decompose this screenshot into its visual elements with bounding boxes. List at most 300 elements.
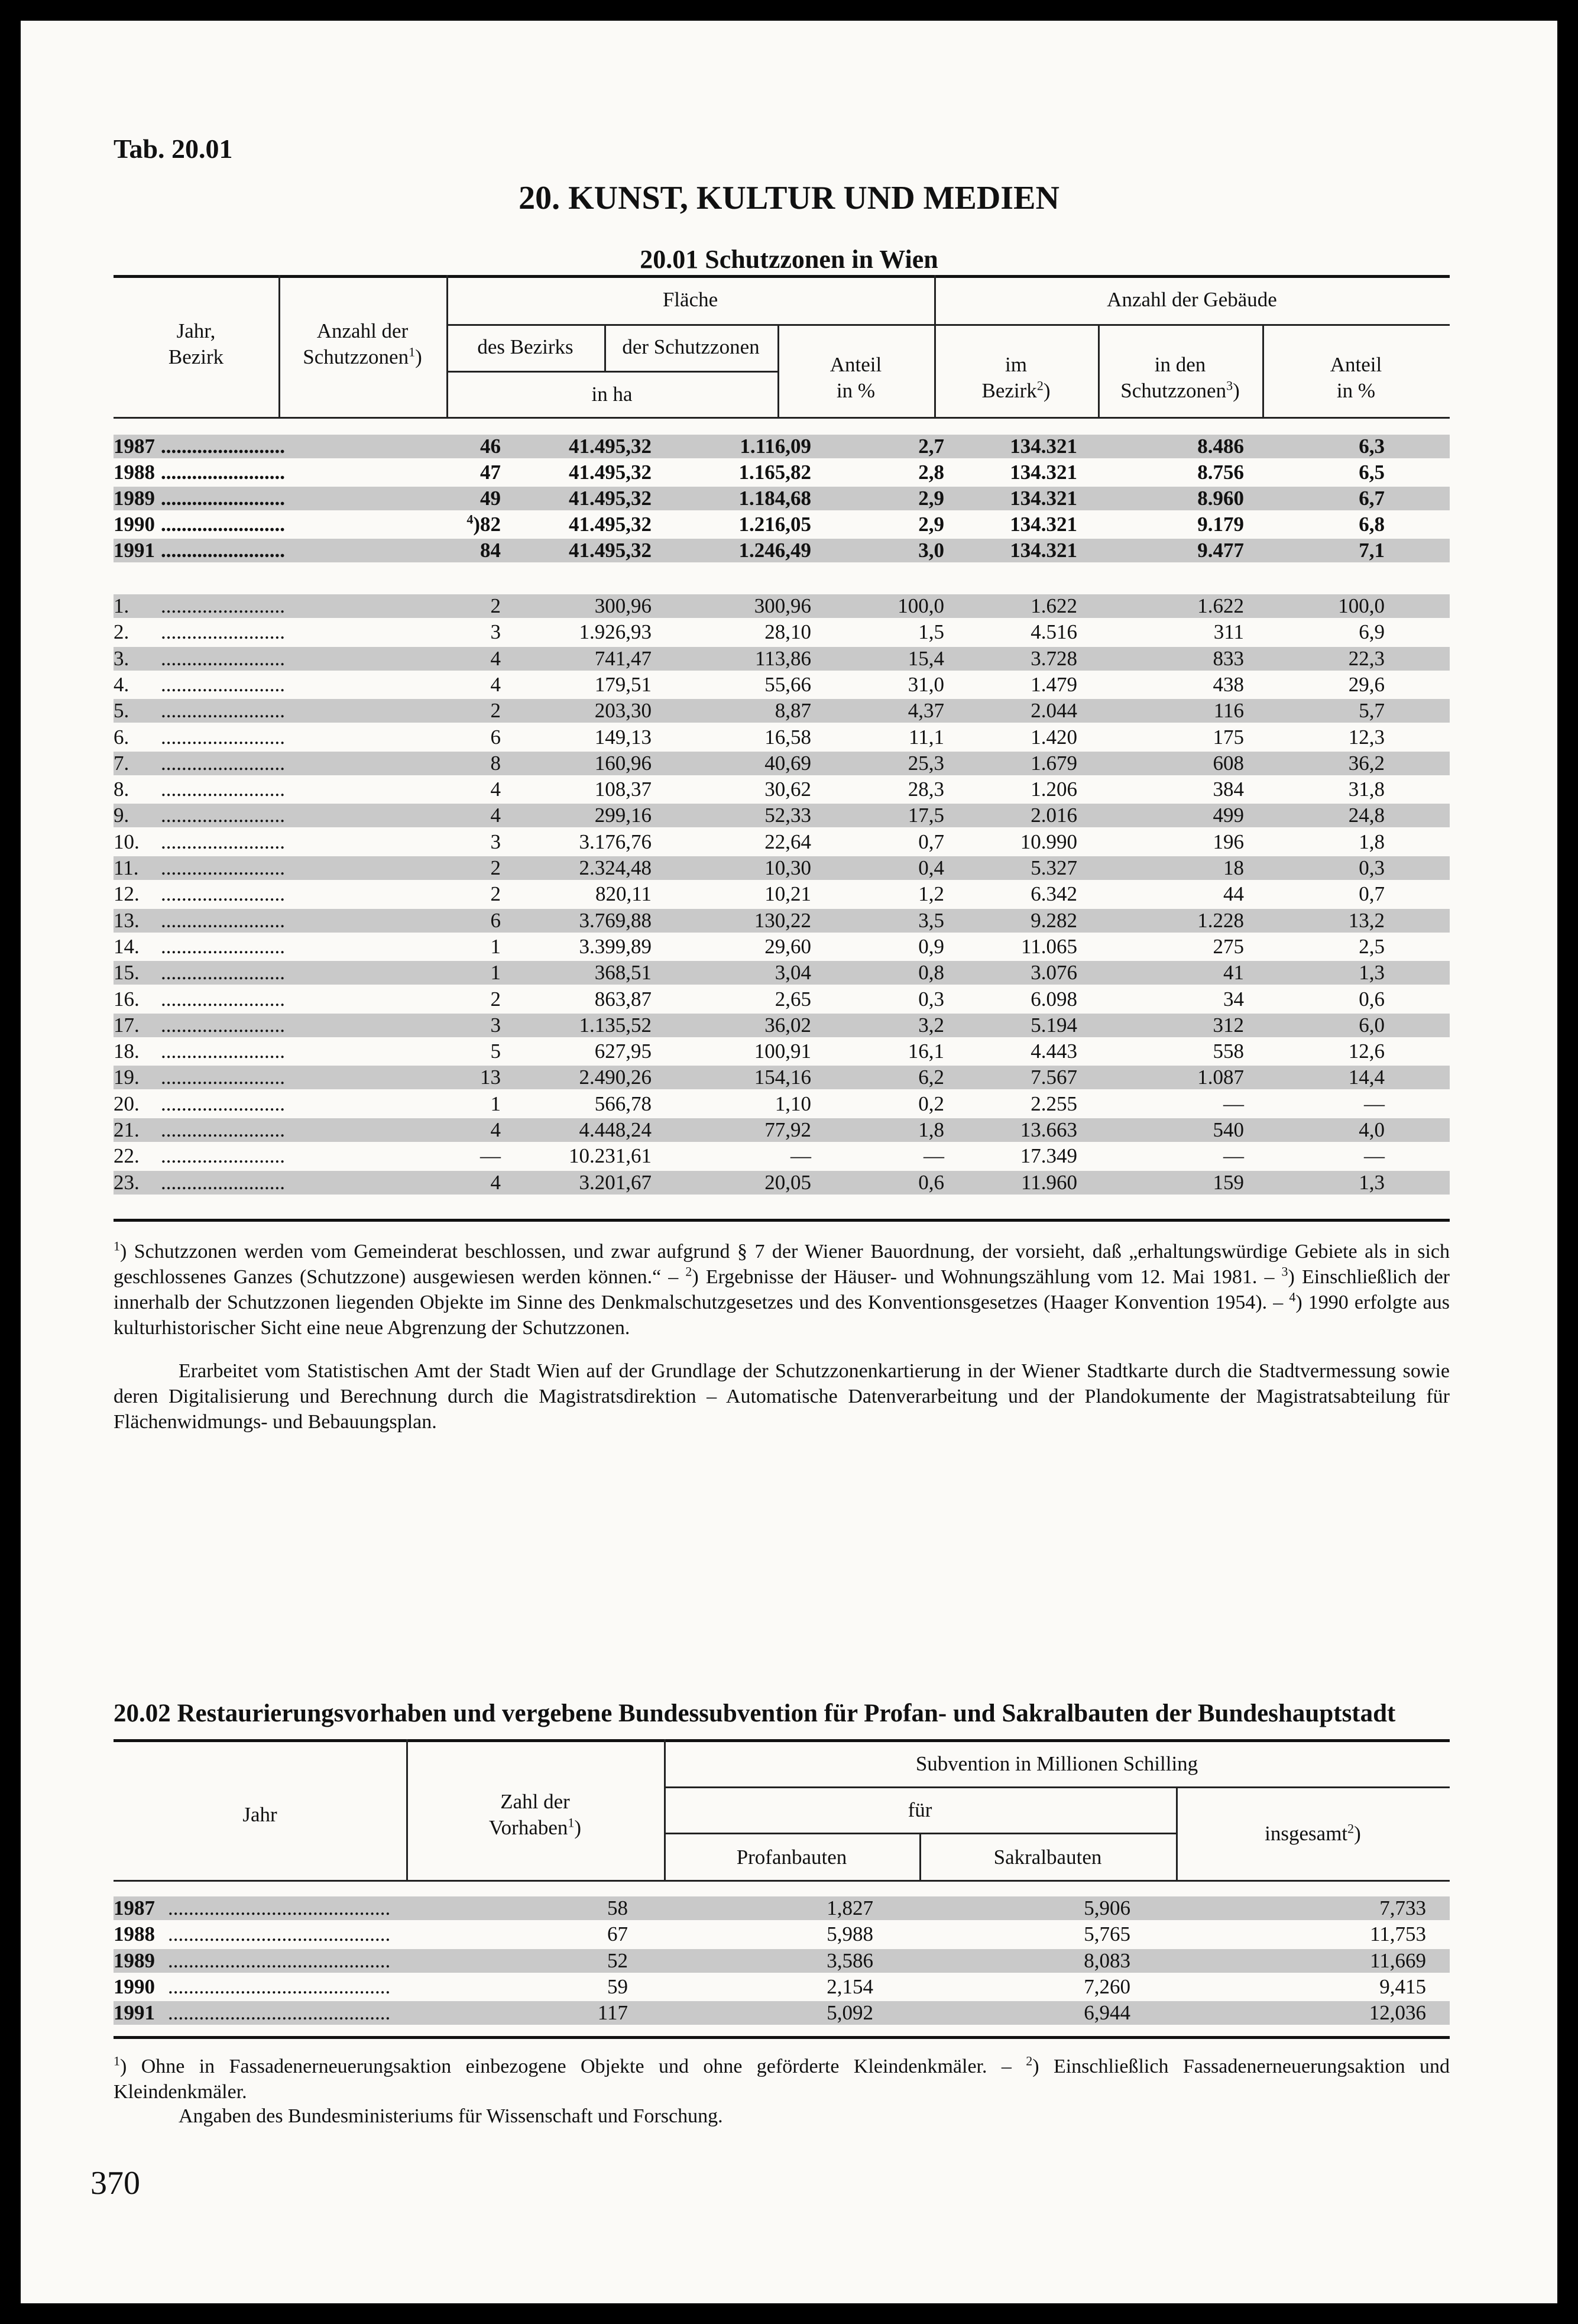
cell-anteil2: 2,5 [1359,934,1385,958]
cell-anteil2: 1,8 [1359,830,1385,853]
cell-des-bezirks: 4.448,24 [579,1118,652,1141]
cell-im-bezirk: 1.622 [1031,594,1077,617]
table-row: 1987 ........................................... 58 1,827 5,906 7,733 [114,1896,1450,1920]
cell-der-schutzzonen: 20,05 [764,1170,811,1194]
cell-im-bezirk: 134.321 [1010,487,1077,510]
cell-zahl-vorhaben: 59 [607,1975,628,1998]
cell-anzahl: 3 [490,830,501,853]
cell-anzahl: 4 [490,646,501,670]
row-label: 1990 [114,1975,155,1998]
row-label: 6. [114,725,129,749]
header-flaeche: Fläche [662,288,718,311]
header-jahr: Jahr [242,1803,277,1826]
cell-anteil: 0,8 [918,961,944,985]
cell-zahl-vorhaben: 58 [607,1896,628,1920]
cell-profanbauten: 3,586 [827,1948,873,1972]
cell-im-bezirk: 11.065 [1021,934,1077,958]
cell-des-bezirks: 368,51 [594,961,652,985]
cell-anteil: 4,37 [908,699,944,723]
table-row: 1. ........................ 2 300,96 300,96 100,0 1.622 1.622 100,0 [114,594,1450,618]
cell-in-schutzzonen: 9.477 [1197,539,1244,562]
cell-anteil2: 6,7 [1359,487,1385,510]
cell-anteil2: 6,5 [1359,461,1385,484]
cell-des-bezirks: 1.135,52 [579,1013,652,1037]
cell-des-bezirks: 160,96 [594,751,652,775]
row-label: 1988 [114,1922,155,1946]
cell-der-schutzzonen: 1.184,68 [738,487,811,510]
cell-anzahl: — [480,1144,501,1168]
cell-anteil2: 6,3 [1359,435,1385,458]
row-label: 22. [114,1144,140,1168]
cell-des-bezirks: 41.495,32 [569,461,652,484]
cell-in-schutzzonen: 558 [1213,1040,1244,1063]
cell-in-schutzzonen: 9.179 [1197,513,1244,536]
cell-im-bezirk: 1.420 [1031,725,1077,749]
table-row: 1989 ........................ 49 41.495,32 1.184,68 2,9 134.321 8.960 6,7 [114,487,1450,510]
row-label: 4. [114,672,129,696]
table-row: 2. ........................ 3 1.926,93 28,10 1,5 4.516 311 6,9 [114,620,1385,644]
row-label: 12. [114,882,140,906]
cell-anteil: 2,8 [918,461,944,484]
table-row: 1990 ........................................... 59 2,154 7,260 9,415 [114,1975,1426,1998]
cell-in-schutzzonen: 499 [1213,804,1244,827]
row-label: 1. [114,594,129,617]
table1-footnote: $^1$) Schutzzonen werden vom Gemeinderat beschlossen, und zwar aufgrund § 7 der Wiener Bauordnung, der vorsieht, daß „erhaltungswürdige Gebiete als in sich geschlossenes Ganzes (Schutzzone) ausgewiesen werden können.“ – $^2$) Ergebnisse der Häuser- und Wohnungszählung vom 12. Mai 1981. – $^3$) Einschließlich der innerhalb der Schutzzonen liegenden Objekte im Sinne des Denkmalschutzgesetzes und des Konventionsgesetzes (Haager Konvention 1954). – $^4$) 1990 erfolgte aus kulturhistorischer Sicht eine neue Abgrenzung der Schutzzonen. [114,1238,1450,1339]
row-label: 3. [114,646,129,670]
cell-anzahl: 3 [490,620,501,644]
header-sakralbauten: Sakralbauten [993,1846,1102,1869]
cell-sakralbauten: 5,765 [1084,1922,1130,1946]
cell-im-bezirk: 134.321 [1010,513,1077,536]
cell-im-bezirk: 3.728 [1031,646,1077,670]
cell-der-schutzzonen: 52,33 [764,804,811,827]
cell-anteil2: 0,6 [1359,987,1385,1011]
cell-in-schutzzonen: 8.756 [1197,461,1244,484]
cell-im-bezirk: 11.960 [1021,1170,1077,1194]
cell-des-bezirks: 299,16 [594,804,652,827]
cell-der-schutzzonen: 1.216,05 [738,513,811,536]
cell-anteil: 2,9 [918,513,944,536]
header-insgesamt: insgesamt$^2$) [1265,1821,1361,1845]
row-label: 1991 [114,2001,155,2025]
row-label: 9. [114,804,129,827]
cell-in-schutzzonen: 312 [1213,1013,1244,1037]
header-anzahl-schutzzonen: Anzahl der Schutzzonen$^1$) [303,319,422,368]
cell-im-bezirk: 17.349 [1020,1144,1077,1168]
table-row: 3. ........................ 4 741,47 113,86 15,4 3.728 833 22,3 [114,647,1450,671]
cell-in-schutzzonen: 44 [1223,882,1244,906]
cell-im-bezirk: 2.044 [1031,699,1077,723]
cell-des-bezirks: 627,95 [594,1040,652,1063]
cell-im-bezirk: 4.443 [1031,1040,1077,1063]
table1-title: 20.01 Schutzzonen in Wien [640,245,938,274]
row-label: 16. [114,987,140,1011]
cell-anzahl: 4 [490,672,501,696]
cell-anteil: — [924,1144,944,1168]
table-row: 20. ........................ 1 566,78 1,10 0,2 2.255 — — [114,1092,1385,1115]
cell-im-bezirk: 1.479 [1031,672,1077,696]
cell-anteil: 0,7 [918,830,944,853]
cell-im-bezirk: 1.679 [1031,751,1077,775]
cell-anteil: 11,1 [909,725,944,749]
cell-insgesamt: 11,753 [1370,1922,1426,1946]
row-label: 18. [114,1040,140,1063]
cell-anteil: 25,3 [908,751,944,775]
table-row: 22. ........................ — 10.231,61 — — 17.349 — — [114,1144,1385,1168]
cell-im-bezirk: 5.327 [1031,856,1077,879]
table-row: 15. ........................ 1 368,51 3,04 0,8 3.076 41 1,3 [114,961,1450,985]
cell-anteil2: 1,3 [1359,1170,1385,1194]
cell-anteil: 100,0 [897,594,944,617]
table-row: 6. ........................ 6 149,13 16,58 11,1 1.420 175 12,3 [114,725,1385,749]
cell-in-schutzzonen: 34 [1223,987,1244,1011]
row-label: 23. [114,1170,140,1194]
cell-des-bezirks: 1.926,93 [579,620,652,644]
cell-anzahl: 8 [490,751,501,775]
header-in-ha: in ha [591,383,633,406]
cell-profanbauten: 2,154 [827,1975,873,1998]
cell-anzahl: 49 [480,487,501,510]
cell-zahl-vorhaben: 117 [597,2001,628,2025]
cell-im-bezirk: 13.663 [1020,1118,1077,1141]
cell-anteil2: — [1364,1144,1385,1168]
cell-anteil: 28,3 [908,778,944,801]
cell-in-schutzzonen: 1.622 [1197,594,1244,617]
cell-anteil: 31,0 [908,672,944,696]
header-fuer: für [908,1798,932,1821]
table-row: 1988 ........................................... 67 5,988 5,765 11,753 [114,1922,1426,1946]
cell-anteil2: 22,3 [1348,646,1385,670]
header-profanbauten: Profanbauten [736,1846,847,1869]
row-label: 10. [114,830,140,853]
row-label: 15. [114,961,140,985]
cell-profanbauten: 5,092 [827,2001,873,2025]
row-label: 14. [114,934,140,958]
cell-der-schutzzonen: 40,69 [764,751,811,775]
cell-im-bezirk: 7.567 [1031,1066,1077,1089]
cell-anteil: 0,2 [918,1092,944,1115]
cell-anteil: 3,2 [918,1013,944,1037]
cell-des-bezirks: 2.490,26 [579,1066,652,1089]
row-label: 13. [114,908,140,932]
cell-im-bezirk: 134.321 [1010,461,1077,484]
cell-insgesamt: 7,733 [1379,1896,1426,1920]
table-row: 18. ........................ 5 627,95 100,91 16,1 4.443 558 12,6 [114,1040,1385,1063]
row-label: 20. [114,1092,140,1115]
cell-des-bezirks: 3.769,88 [579,908,652,932]
cell-des-bezirks: 10.231,61 [569,1144,652,1168]
row-label: 2. [114,620,129,644]
cell-anteil: 1,5 [918,620,944,644]
cell-anzahl: 2 [490,856,501,879]
header-in-den-schutzzonen: in den Schutzzonen$^3$) [1120,353,1240,402]
cell-des-bezirks: 741,47 [594,646,652,670]
cell-im-bezirk: 134.321 [1010,435,1077,458]
cell-in-schutzzonen: 1.228 [1197,908,1244,932]
cell-in-schutzzonen: 175 [1213,725,1244,749]
cell-anteil: 0,4 [918,856,944,879]
table-row: 5. ........................ 2 203,30 8,87 4,37 2.044 116 5,7 [114,699,1450,723]
cell-anteil: 6,2 [918,1066,944,1089]
cell-anteil: 0,9 [918,934,944,958]
cell-in-schutzzonen: 18 [1223,856,1244,879]
cell-des-bezirks: 863,87 [594,987,652,1011]
cell-der-schutzzonen: 16,58 [764,725,811,749]
cell-anteil2: 0,7 [1359,882,1385,906]
cell-anteil2: 100,0 [1338,594,1385,617]
cell-der-schutzzonen: 1.116,09 [740,435,811,458]
section-title: 20. KUNST, KULTUR UND MEDIEN [519,180,1059,216]
cell-anteil2: 13,2 [1348,908,1385,932]
cell-im-bezirk: 4.516 [1031,620,1077,644]
cell-der-schutzzonen: 29,60 [764,934,811,958]
cell-in-schutzzonen: 438 [1213,672,1244,696]
cell-in-schutzzonen: 540 [1213,1118,1244,1141]
cell-in-schutzzonen: 608 [1213,751,1244,775]
cell-der-schutzzonen: 28,10 [764,620,811,644]
cell-anzahl: 2 [490,594,501,617]
cell-der-schutzzonen: 100,91 [754,1040,811,1063]
cell-anteil: 1,8 [918,1118,944,1141]
cell-der-schutzzonen: 36,02 [764,1013,811,1037]
row-label: 8. [114,778,129,801]
row-label: 19. [114,1066,140,1089]
table-row: 11. ........................ 2 2.324,48 10,30 0,4 5.327 18 0,3 [114,856,1450,880]
table-label: Tab. 20.01 [114,134,233,164]
row-label: 1991 [114,539,155,562]
row-label: 1989 [114,1948,155,1972]
cell-anteil2: 12,3 [1348,725,1385,749]
table-row: 16. ........................ 2 863,87 2,65 0,3 6.098 34 0,6 [114,987,1385,1011]
header-zahl-vorhaben: Zahl der Vorhaben$^1$) [488,1790,582,1839]
row-label: 11. [114,856,139,879]
cell-zahl-vorhaben: 52 [607,1948,628,1972]
row-label: 21. [114,1118,140,1141]
row-label: 1989 [114,487,155,510]
table-row: 13. ........................ 6 3.769,88 130,22 3,5 9.282 1.228 13,2 [114,909,1450,933]
cell-anteil2: 5,7 [1359,699,1385,723]
table-row: 7. ........................ 8 160,96 40,69 25,3 1.679 608 36,2 [114,752,1450,775]
table-row: 1987 ........................ 46 41.495,32 1.116,09 2,7 134.321 8.486 6,3 [114,435,1450,458]
cell-in-schutzzonen: — [1223,1144,1244,1168]
cell-des-bezirks: 41.495,32 [569,513,652,536]
cell-der-schutzzonen: 154,16 [754,1066,811,1089]
cell-anteil2: 31,8 [1348,778,1385,801]
cell-in-schutzzonen: 833 [1213,646,1244,670]
cell-profanbauten: 5,988 [827,1922,873,1946]
cell-anteil: 2,9 [918,487,944,510]
cell-insgesamt: 12,036 [1369,2001,1426,2025]
cell-der-schutzzonen: 113,86 [755,646,811,670]
cell-im-bezirk: 134.321 [1010,539,1077,562]
header-anteil-flaeche: Anteil in % [829,353,882,402]
cell-in-schutzzonen: 384 [1213,778,1244,801]
cell-anteil2: 36,2 [1348,751,1385,775]
table-row: 1991 ........................................... 117 5,092 6,944 12,036 [114,2001,1450,2025]
cell-der-schutzzonen: 1.246,49 [738,539,811,562]
cell-der-schutzzonen: 77,92 [764,1118,811,1141]
cell-anzahl: $^4$)82 [466,512,501,536]
cell-des-bezirks: 3.399,89 [579,934,652,958]
header-anzahl-gebaeude: Anzahl der Gebäude [1107,288,1277,311]
cell-anzahl: 46 [480,435,501,458]
cell-in-schutzzonen: 8.486 [1197,435,1244,458]
header-subvention: Subvention in Millionen Schilling [915,1752,1198,1775]
cell-anzahl: 4 [490,778,501,801]
cell-der-schutzzonen: 2,65 [775,987,811,1011]
cell-in-schutzzonen: 1.087 [1197,1066,1244,1089]
cell-anteil2: — [1364,1092,1385,1115]
cell-in-schutzzonen: 159 [1213,1170,1244,1194]
table-row: 21. ........................ 4 4.448,24 77,92 1,8 13.663 540 4,0 [114,1118,1450,1142]
cell-anteil2: 7,1 [1359,539,1385,562]
cell-anzahl: 6 [490,725,501,749]
table-row: 4. ........................ 4 179,51 55,66 31,0 1.479 438 29,6 [114,672,1385,696]
table-row: 9. ........................ 4 299,16 52,33 17,5 2.016 499 24,8 [114,804,1450,827]
cell-des-bezirks: 108,37 [594,778,652,801]
header-des-bezirks: des Bezirks [477,335,573,358]
cell-des-bezirks: 41.495,32 [569,435,652,458]
header-jahr: Jahr, Bezirk [168,319,224,368]
cell-des-bezirks: 203,30 [594,699,652,723]
table-row: 23. ........................ 4 3.201,67 20,05 0,6 11.960 159 1,3 [114,1171,1450,1195]
cell-anteil: 3,5 [918,908,944,932]
cell-der-schutzzonen: 3,04 [775,961,811,985]
table2-title: 20.02 Restaurierungsvorhaben und vergebene Bundessubvention für Profan- und Sakralbauten der Bundeshauptstadt [114,1700,1396,1727]
cell-des-bezirks: 300,96 [594,594,652,617]
cell-anteil: 3,0 [918,539,944,562]
cell-profanbauten: 1,827 [827,1896,873,1920]
cell-der-schutzzonen: 10,21 [764,882,811,906]
cell-anteil2: 29,6 [1348,672,1385,696]
cell-des-bezirks: 3.201,67 [579,1170,652,1194]
table-row: 8. ........................ 4 108,37 30,62 28,3 1.206 384 31,8 [114,778,1385,801]
cell-anteil: 15,4 [908,646,944,670]
cell-in-schutzzonen: 116 [1213,699,1244,723]
cell-des-bezirks: 41.495,32 [569,487,652,510]
cell-anteil: 0,6 [918,1170,944,1194]
cell-in-schutzzonen: 196 [1213,830,1244,853]
cell-anteil: 1,2 [918,882,944,906]
cell-anzahl: 4 [490,804,501,827]
table1-source-note: Erarbeitet vom Statistischen Amt der Stadt Wien auf der Grundlage der Schutzzonenkartierung in der Wiener Stadtkarte durch die Stadtvermessung sowie deren Digitalisierung und Berechnung durch die Magistratsdirektion – Automatische Datenverarbeitung und der Plandokumente der Magistratsabteilung für Flächenwidmungs- und Bebauungsplan. [114,1360,1450,1433]
cell-anzahl: 2 [490,882,501,906]
cell-des-bezirks: 179,51 [594,672,652,696]
cell-anteil2: 24,8 [1348,804,1385,827]
cell-zahl-vorhaben: 67 [607,1922,628,1946]
cell-der-schutzzonen: 130,22 [754,908,811,932]
cell-anteil2: 6,9 [1359,620,1385,644]
cell-sakralbauten: 8,083 [1084,1948,1130,1972]
cell-anzahl: 4 [490,1170,501,1194]
cell-in-schutzzonen: 8.960 [1197,487,1244,510]
cell-des-bezirks: 3.176,76 [579,830,652,853]
table-row: 19. ........................ 13 2.490,26 154,16 6,2 7.567 1.087 14,4 [114,1066,1450,1089]
cell-anteil: 17,5 [908,804,944,827]
row-label: 1988 [114,461,155,484]
cell-des-bezirks: 2.324,48 [579,856,652,879]
cell-der-schutzzonen: — [790,1144,811,1168]
page [21,21,1557,2303]
cell-in-schutzzonen: 41 [1223,961,1244,985]
cell-anteil2: 4,0 [1359,1118,1385,1141]
cell-der-schutzzonen: 55,66 [764,672,811,696]
cell-im-bezirk: 1.206 [1031,778,1077,801]
cell-im-bezirk: 6.342 [1031,882,1077,906]
cell-der-schutzzonen: 1.165,82 [738,461,811,484]
row-label: 17. [114,1013,140,1037]
cell-im-bezirk: 2.255 [1031,1092,1077,1115]
cell-der-schutzzonen: 1,10 [775,1092,811,1115]
row-label: 5. [114,699,129,723]
cell-anteil: 2,7 [918,435,944,458]
cell-des-bezirks: 566,78 [594,1092,652,1115]
cell-der-schutzzonen: 10,30 [764,856,811,879]
row-label: 1987 [114,435,155,458]
table-row: 14. ........................ 1 3.399,89 29,60 0,9 11.065 275 2,5 [114,934,1385,958]
cell-anzahl: 13 [480,1066,501,1089]
cell-anzahl: 47 [480,461,501,484]
row-label: 7. [114,751,129,775]
table-row: 1991 ........................ 84 41.495,32 1.246,49 3,0 134.321 9.477 7,1 [114,539,1450,562]
cell-im-bezirk: 3.076 [1031,961,1077,985]
page-number: 370 [90,2165,140,2202]
cell-des-bezirks: 149,13 [594,725,652,749]
table-row: 10. ........................ 3 3.176,76 22,64 0,7 10.990 196 1,8 [114,830,1385,853]
cell-des-bezirks: 41.495,32 [569,539,652,562]
table-row: 17. ........................ 3 1.135,52 36,02 3,2 5.194 312 6,0 [114,1014,1450,1037]
header-im-bezirk: im Bezirk$^2$) [981,353,1051,402]
table-row: 1988 ........................ 47 41.495,32 1.165,82 2,8 134.321 8.756 6,5 [114,461,1385,484]
table2-footnote: $^1$) Ohne in Fassadenerneuerungsaktion einbezogene Objekte und ohne geförderte Kleindenkmäler. – $^2$) Einschließlich Fassadenerneuerungsaktion und Kleindenkmäler. [114,2053,1450,2103]
cell-in-schutzzonen: 275 [1213,934,1244,958]
cell-der-schutzzonen: 30,62 [764,778,811,801]
table2-source-note: Angaben des Bundesministeriums für Wissenschaft und Forschung. [179,2105,723,2127]
cell-der-schutzzonen: 8,87 [775,699,811,723]
cell-anteil2: 1,3 [1359,961,1385,985]
cell-anzahl: 1 [490,1092,501,1115]
cell-anzahl: 5 [490,1040,501,1063]
cell-sakralbauten: 7,260 [1084,1975,1130,1998]
cell-anteil: 0,3 [918,987,944,1011]
cell-im-bezirk: 6.098 [1031,987,1077,1011]
cell-anzahl: 84 [480,539,501,562]
cell-anzahl: 1 [490,961,501,985]
cell-insgesamt: 9,415 [1379,1975,1426,1998]
cell-anteil2: 0,3 [1359,856,1385,879]
cell-der-schutzzonen: 22,64 [764,830,811,853]
cell-in-schutzzonen: — [1223,1092,1244,1115]
cell-anzahl: 2 [490,987,501,1011]
cell-im-bezirk: 5.194 [1031,1013,1077,1037]
cell-anteil: 16,1 [908,1040,944,1063]
header-anteil-gebaeude: Anteil in % [1330,353,1382,402]
cell-insgesamt: 11,669 [1370,1948,1426,1972]
cell-anzahl: 6 [490,908,501,932]
cell-im-bezirk: 2.016 [1031,804,1077,827]
header-der-schutzzonen: der Schutzzonen [622,335,760,358]
row-label: 1987 [114,1896,155,1920]
cell-anteil2: 6,8 [1359,513,1385,536]
cell-anzahl: 4 [490,1118,501,1141]
cell-im-bezirk: 10.990 [1020,830,1077,853]
cell-anteil2: 14,4 [1348,1066,1385,1089]
cell-anzahl: 2 [490,699,501,723]
table-row: 1990 ........................ $^4$)82 41.495,32 1.216,05 2,9 134.321 9.179 6,8 [114,512,1385,536]
cell-des-bezirks: 820,11 [595,882,652,906]
row-label: 1990 [114,513,155,536]
cell-der-schutzzonen: 300,96 [754,594,811,617]
